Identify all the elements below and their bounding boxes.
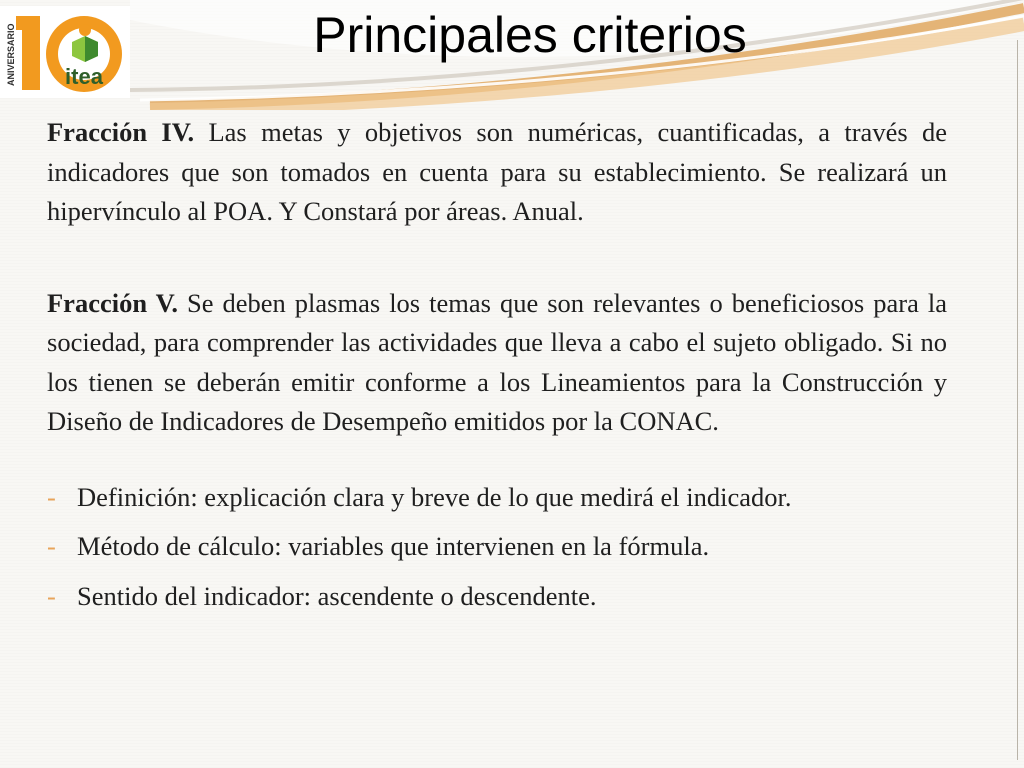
spacer [47, 442, 947, 478]
slide-title: Principales criterios [313, 7, 747, 63]
fraccion-v-paragraph [47, 284, 947, 442]
itea-anniversary-logo [0, 6, 130, 98]
bullet-dash: - [47, 580, 56, 611]
criteria-list [47, 478, 947, 617]
list-item-text: Sentido del indicador: ascendente o descendente. [77, 580, 597, 611]
list-item [47, 577, 947, 617]
list-item [47, 478, 947, 518]
slide-right-border [1017, 40, 1018, 760]
spacer [47, 232, 947, 284]
logo-brand-text: itea [65, 64, 103, 89]
bullet-dash: - [47, 481, 56, 512]
list-item-text: Método de cálculo: variables que intervienen en la fórmula. [77, 531, 710, 561]
bullet-dash: - [47, 531, 56, 561]
fraccion-iv-paragraph [47, 113, 947, 232]
svg-text:ANIVERSARIO: ANIVERSARIO [6, 23, 16, 86]
fraccion-v-label: Fracción V. [47, 287, 178, 318]
fraccion-v-text: Se deben plasmas los temas que son relevantes o beneficiosos para la sociedad, para comprender las actividades que lleva a cabo el sujeto obligado. Si no los tienen se deberán emitir conforme a los Lineamientos para la Construcción y Diseño de Indicadores de Desempeño emitidos por la CONAC. [47, 287, 947, 436]
fraccion-iv-text: Las metas y objetivos son numéricas, cuantificadas, a través de indicadores que son tomados en cuenta para su establecimiento. Se realizará un hipervínculo al POA. Y Constará por áreas. Anual. [47, 117, 948, 226]
slide-content [47, 113, 947, 626]
fraccion-iv-label: Fracción IV. [47, 117, 195, 147]
list-item [47, 527, 947, 567]
list-item-text: Definición: explicación clara y breve de lo que medirá el indicador. [77, 481, 792, 512]
